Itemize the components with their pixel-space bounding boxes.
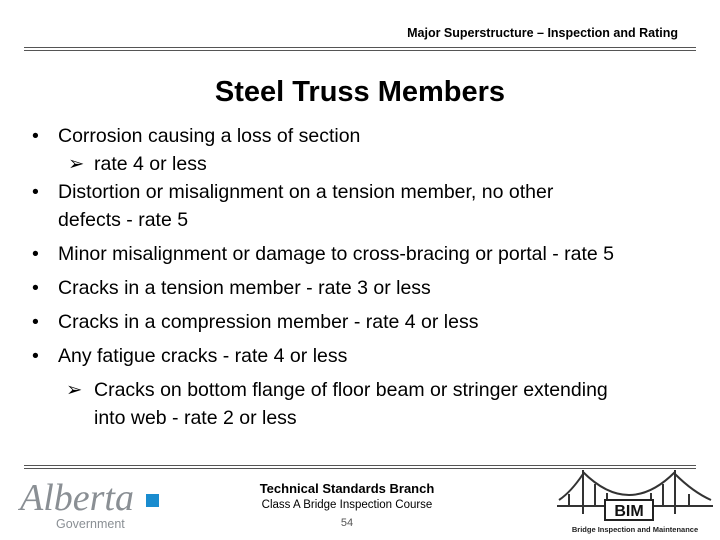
bullet-item (30, 240, 710, 268)
bullet-item (30, 342, 710, 370)
sub-bullet-text: into web - rate 2 or less (94, 407, 297, 429)
bullet-icon: • (32, 125, 39, 147)
bullet-list (30, 122, 710, 432)
footer-course: Class A Bridge Inspection Course (261, 499, 433, 511)
bullet-icon: • (32, 181, 39, 203)
header-rule (24, 47, 696, 51)
bullet-text: Cracks in a compression member - rate 4 or less (58, 311, 479, 333)
bullet-text: Any fatigue cracks - rate 4 or less (58, 345, 348, 367)
bullet-item (30, 178, 710, 206)
alberta-blue-square (146, 494, 159, 507)
footer-info (240, 481, 454, 529)
bullet-item (30, 308, 710, 336)
arrow-bullet-icon: ➢ (66, 379, 83, 401)
bullet-text: Corrosion causing a loss of section (58, 125, 361, 147)
sub-bullet-text: Cracks on bottom flange of floor beam or stringer extending (94, 379, 608, 401)
bim-tagline: Bridge Inspection and Maintenance (571, 525, 699, 534)
sub-bullet-item (30, 150, 710, 178)
sub-bullet-text: rate 4 or less (94, 153, 207, 175)
bullet-icon: • (32, 277, 39, 299)
arrow-bullet-icon: ➢ (68, 153, 85, 175)
slide-title: Steel Truss Members (214, 76, 506, 108)
bullet-text: defects - rate 5 (58, 209, 189, 231)
page-number: 54 (340, 517, 354, 529)
bullet-text: Cracks in a tension member - rate 3 or less (58, 277, 431, 299)
alberta-logo-subtext: Government (56, 517, 125, 531)
sub-bullet-item (30, 376, 710, 404)
header-title: Major Superstructure – Inspection and Rating (407, 26, 678, 40)
bim-logo-text: BIM (614, 503, 644, 520)
bullet-text: Minor misalignment or damage to cross-bracing or portal - rate 5 (58, 243, 614, 265)
bullet-icon: • (32, 311, 39, 333)
bullet-text: Distortion or misalignment on a tension member, no other (58, 181, 554, 203)
bullet-item (30, 122, 710, 150)
sub-bullet-continuation (30, 404, 710, 432)
footer-branch: Technical Standards Branch (259, 481, 435, 496)
bullet-item (30, 274, 710, 302)
alberta-government-logo (18, 474, 188, 532)
alberta-logo-text: Alberta (20, 477, 134, 519)
bullet-icon: • (32, 243, 39, 265)
bim-logo (555, 466, 715, 538)
bullet-icon: • (32, 345, 39, 367)
bullet-continuation (30, 206, 710, 234)
